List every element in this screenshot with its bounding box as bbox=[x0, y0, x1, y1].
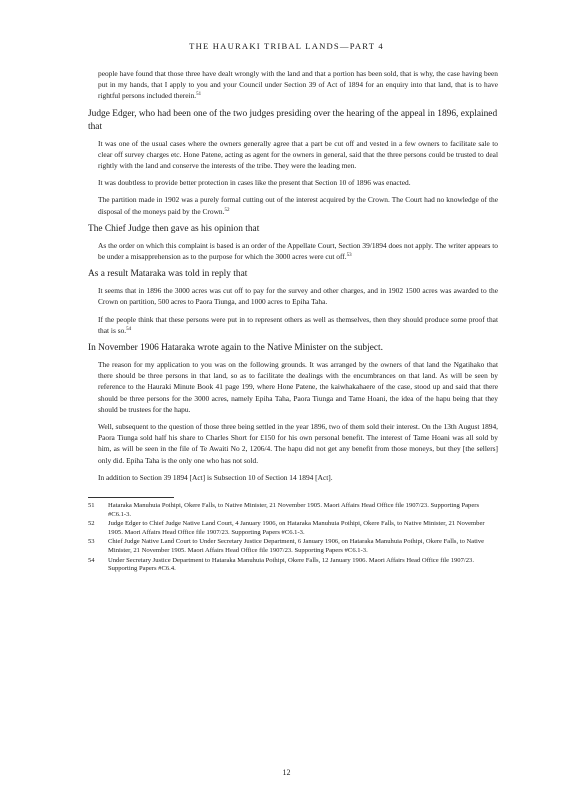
footnote bbox=[88, 502, 498, 519]
block-quote: The reason for my application to you was on the following grounds. It was arranged by the owners of that land the Ngatihako that there should be three persons in that land, so as to facilitate the dealings with the encumbrances on that land. As will be seen by reference to the Hauraki Minute Book 41 page 199, where Hone Patene, the kaiwhakahaere of the case, stood up and said that there should be three persons for the 3000 acres, namely Epiha Taha, Paora Tiunga and Tame Hoani, the idea of the hapu being that they should be trustees for the hapu. bbox=[98, 360, 498, 414]
footnote-ref: 52 bbox=[224, 207, 230, 213]
block-quote: The partition made in 1902 was a purely formal cutting out of the interest acquired by the Crown. The Court had no knowledge of the disposal of the moneys paid by the Crown.$^{52}$ bbox=[98, 195, 498, 216]
body-text bbox=[88, 68, 498, 575]
footnote-number: 53 bbox=[88, 538, 95, 546]
narrative-paragraph: The Chief Judge then gave as his opinion that bbox=[88, 223, 260, 234]
footnote-ref: 54 bbox=[126, 326, 132, 332]
footnote-text: Under Secretary Justice Department to Hataraka Manuhuia Poihipi, Okere Falls, 12 January 1906. Maori Affairs Head Office file 1907/23. Supporting Papers #C6.4. bbox=[108, 556, 474, 573]
block-quote: If the people think that these persons were put in to represent others as well as themselves, then they should produce some proof that that is so.$^{54}$ bbox=[98, 314, 498, 335]
block-quote: In addition to Section 39 1894 [Act] is Subsection 10 of Section 14 1894 [Act]. bbox=[98, 472, 333, 482]
footnote-text: Chief Judge Native Land Court to Under Secretary Justice Department, 6 January 1906, on Hataraka Manuhuia Poihipi, Okere Falls, to Native Minister, 21 November 1905. Maori Affairs Head Office file 1907/23. Supporting Papers #C6.1-3. bbox=[108, 538, 485, 555]
narrative-paragraph: As a result Mataraka was told in reply that bbox=[88, 269, 248, 280]
footnote-number: 54 bbox=[88, 556, 95, 564]
block-quote: As the order on which this complaint is based is an order of the Appellate Court, Section 39/1894 does not apply. The writer appears to be under a misapprehension as to the purpose for which the 3000 acres were cut off.$^{53}$ bbox=[98, 240, 498, 262]
block-quote: It seems that in 1896 the 3000 acres was cut off to pay for the survey and other charges, and in 1902 1500 acres was awarded to the Crown on partition, 500 acres to Paora Tiunga, and 1000 acres to Epiha Taha. bbox=[98, 286, 498, 307]
running-head: THE HAURAKI TRIBAL LANDS—PART 4 bbox=[189, 41, 384, 51]
footnote-number: 52 bbox=[88, 520, 95, 528]
narrative-paragraph: In November 1906 Hataraka wrote again to the Native Minister on the subject. bbox=[88, 343, 383, 354]
block-quote: people have found that those three have dealt wrongly with the land and that a portion has been sold, that is why, the case having been put in my hands, that I apply to you and your Council under Section 39 of Act of 1894 for an enquiry into that land, that is to have rightful persons included therein.$^{51}$ bbox=[98, 69, 498, 101]
footnote bbox=[88, 520, 498, 537]
footnote bbox=[88, 557, 498, 574]
block-quote: It was one of the usual cases where the owners generally agree that a part be cut off and vested in a few owners to facilitate sale to clear off survey charges etc. Hone Patene, acting as agent for the owners in general, said that the three persons could be trusted to deal rightly with the land and conserve the interests of the tribe. They were the leading men. bbox=[98, 138, 498, 171]
footnote-text: Judge Edger to Chief Judge Native Land Court, 4 January 1906, on Hataraka Manuhuia Poihipi, Okere Falls, to Native Minister, 21 November 1905. Maori Affairs Head Office file 1907/23. Supporting Papers #C6.1-3. bbox=[108, 520, 485, 536]
footnote-text: Hataraka Manuhuia Poihipi, Okere Falls, to Native Minister, 21 November 1905. Maori Affairs Head Office file 1907/23. Supporting Papers #C6.1-3. bbox=[108, 502, 480, 518]
footnote bbox=[88, 538, 498, 555]
narrative-paragraph: Judge Edger, who had been one of the two judges presiding over the hearing of the appeal in 1896, explained that bbox=[88, 108, 498, 132]
footnote-divider bbox=[88, 497, 174, 498]
footnote-number: 51 bbox=[88, 502, 95, 510]
block-quote: It was doubtless to provide better protection in cases like the present that Section 10 of 1896 was enacted. bbox=[98, 178, 411, 188]
page-number: 12 bbox=[282, 768, 291, 777]
block-quote: Well, subsequent to the question of those three being settled in the year 1896, two of them sold their interest. On the 13th August 1894, Paora Tiunga sold half his share to Charles Short for £150 for his own personal benefit. The interest of Tame Hoani was all sold by him, as will be seen in the file of Te Awaiti No 2, 1206/4. The hapu did not get any benefit from those moneys, but they [the sellers] only did. Epiha Taha is the only one who has not sold. bbox=[98, 422, 498, 465]
footnote-ref: 53 bbox=[346, 253, 352, 259]
footnote-ref: 51 bbox=[196, 92, 202, 98]
